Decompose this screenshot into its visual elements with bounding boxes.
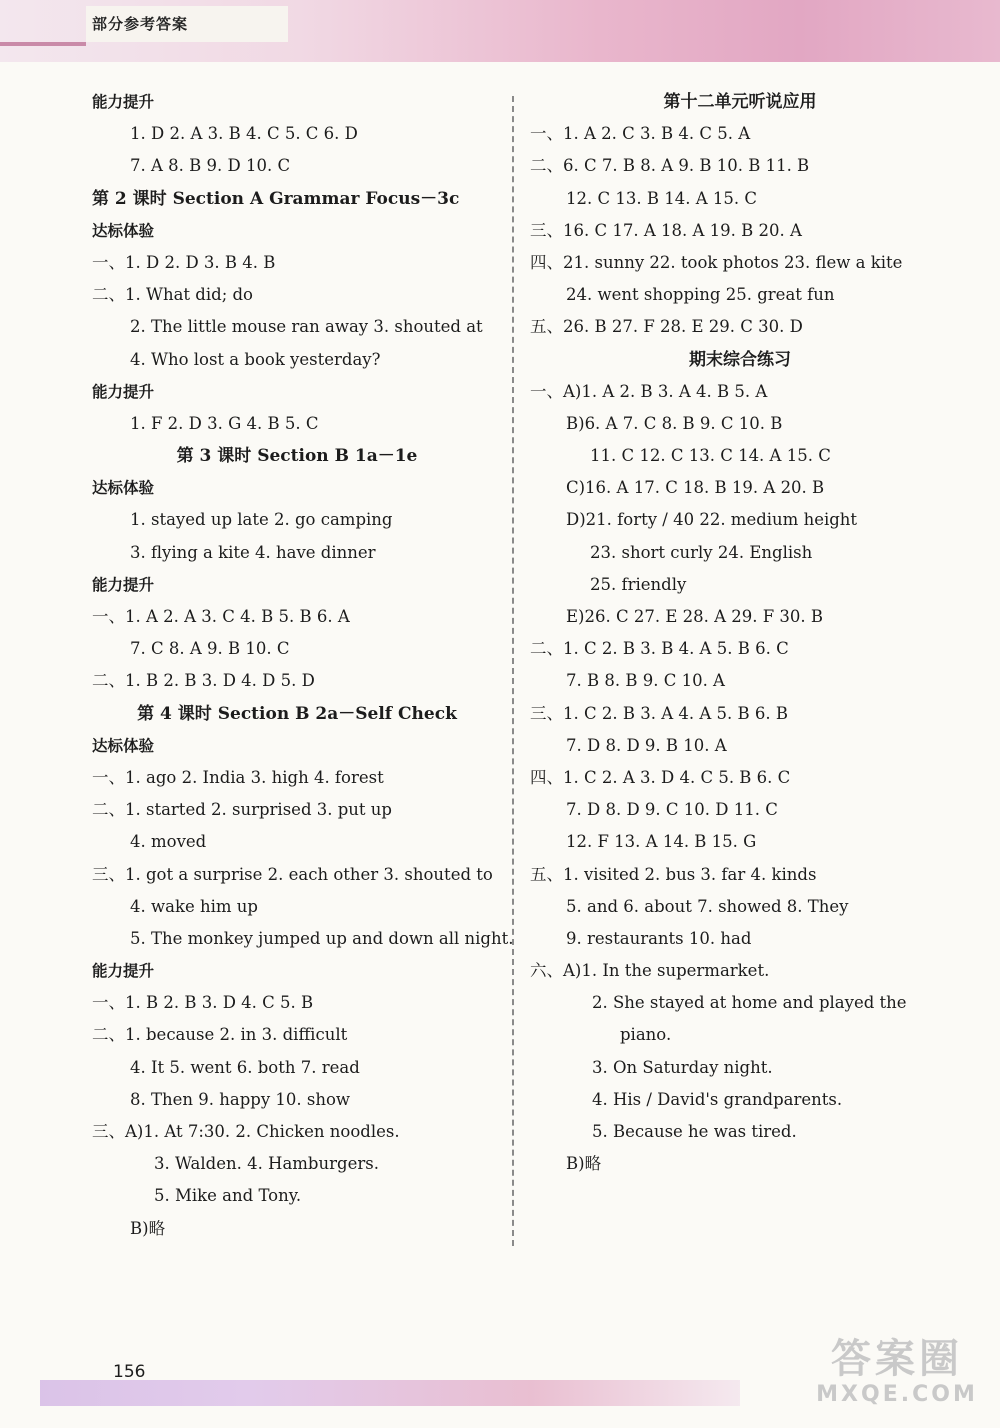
answer-line: 7. A 8. B 9. D 10. C <box>130 156 291 176</box>
answer-line: piano. <box>620 1025 672 1045</box>
answer-line: 三、1. got a surprise 2. each other 3. shouted to <box>92 864 493 884</box>
answer-line: 二、1. B 2. B 3. D 4. D 5. D <box>92 671 315 691</box>
answer-line: 4. His / David's grandparents. <box>592 1089 843 1109</box>
section-heading: 第十二单元听说应用 <box>663 92 817 112</box>
answer-line: 5. The monkey jumped up and down all night. <box>130 928 514 948</box>
answer-line: 8. Then 9. happy 10. show <box>130 1089 351 1109</box>
section-heading: 第 3 课时 Section B 1a－1e <box>176 446 418 467</box>
section-label: 达标体验 <box>92 221 155 240</box>
answer-line: 1. D 2. A 3. B 4. C 5. C 6. D <box>130 124 358 144</box>
header-title: 部分参考答案 <box>86 6 288 42</box>
section-heading: 第 2 课时 Section A Grammar Focus－3c <box>92 188 460 209</box>
answer-line: 4. moved <box>130 832 207 852</box>
section-label: 能力提升 <box>92 93 155 111</box>
answer-line: 11. C 12. C 13. C 14. A 15. C <box>590 446 831 466</box>
answer-line: 24. went shopping 25. great fun <box>566 285 835 305</box>
footer-band <box>40 1380 740 1406</box>
answer-line: 4. It 5. went 6. both 7. read <box>130 1057 360 1077</box>
answer-line: 1. stayed up late 2. go camping <box>130 510 393 530</box>
answer-line: C)16. A 17. C 18. B 19. A 20. B <box>566 478 825 498</box>
answer-line: 二、1. because 2. in 3. difficult <box>92 1025 348 1045</box>
section-label: 达标体验 <box>92 736 155 755</box>
answer-line: 3. Walden. 4. Hamburgers. <box>154 1154 379 1174</box>
answer-line: 2. The little mouse ran away 3. shouted at <box>130 317 483 337</box>
answer-line: 一、1. A 2. A 3. C 4. B 5. B 6. A <box>92 607 350 626</box>
answer-line: 25. friendly <box>590 574 687 594</box>
answer-line: 四、21. sunny 22. took photos 23. flew a kite <box>530 252 903 272</box>
answer-line: 二、6. C 7. B 8. A 9. B 10. B 11. B <box>530 156 810 176</box>
section-label: 达标体验 <box>92 479 155 498</box>
right-answer-column <box>530 86 950 1180</box>
page-number: 156 <box>113 1362 146 1382</box>
answer-line: 2. She stayed at home and played the <box>592 993 907 1013</box>
answer-line: 7. B 8. B 9. C 10. A <box>566 671 725 691</box>
answer-line: 9. restaurants 10. had <box>566 928 752 948</box>
answer-line: 二、1. C 2. B 3. B 4. A 5. B 6. C <box>530 639 789 659</box>
answer-line: 五、1. visited 2. bus 3. far 4. kinds <box>530 864 817 884</box>
section-heading: 第 4 课时 Section B 2a－Self Check <box>137 703 457 724</box>
answer-line: 三、A)1. At 7:30. 2. Chicken noodles. <box>92 1122 400 1141</box>
answer-line: B)6. A 7. C 8. B 9. C 10. B <box>566 413 783 433</box>
answer-line: 7. C 8. A 9. B 10. C <box>130 639 290 659</box>
answer-line: 三、1. C 2. B 3. A 4. A 5. B 6. B <box>530 703 788 723</box>
answer-line: 六、A)1. In the supermarket. <box>530 961 770 981</box>
answer-line: 5. Because he was tired. <box>592 1122 797 1141</box>
watermark-logo <box>812 1336 982 1420</box>
header-rule <box>0 42 86 46</box>
section-label: 能力提升 <box>92 575 155 594</box>
section-heading: 期末综合练习 <box>689 349 791 370</box>
left-answer-column <box>92 86 514 1245</box>
answer-line: 二、1. started 2. surprised 3. put up <box>92 800 392 820</box>
answer-line: 五、26. B 27. F 28. E 29. C 30. D <box>530 317 803 337</box>
answer-line: E)26. C 27. E 28. A 29. F 30. B <box>566 607 824 626</box>
answer-line: B)略 <box>566 1154 602 1174</box>
answer-line: 一、1. ago 2. India 3. high 4. forest <box>92 767 384 787</box>
answer-line: 4. wake him up <box>130 896 258 916</box>
answer-line: 一、A)1. A 2. B 3. A 4. B 5. A <box>530 381 768 401</box>
answer-line: 5. Mike and Tony. <box>154 1186 302 1206</box>
answer-line: 7. D 8. D 9. C 10. D 11. C <box>566 800 778 820</box>
answer-line: 一、1. B 2. B 3. D 4. C 5. B <box>92 993 314 1013</box>
answer-line: 7. D 8. D 9. B 10. A <box>566 735 727 755</box>
answer-line: 12. F 13. A 14. B 15. G <box>566 832 757 852</box>
answer-line: 三、16. C 17. A 18. A 19. B 20. A <box>530 220 802 240</box>
section-label: 能力提升 <box>92 962 155 981</box>
watermark-logo-text: 答案圈 <box>831 1336 963 1382</box>
answer-line: 4. Who lost a book yesterday? <box>130 349 381 369</box>
answer-line: 12. C 13. B 14. A 15. C <box>566 188 757 208</box>
section-label: 能力提升 <box>92 382 155 401</box>
answer-line: 一、1. D 2. D 3. B 4. B <box>92 252 276 272</box>
answer-line: 四、1. C 2. A 3. D 4. C 5. B 6. C <box>530 767 791 787</box>
answer-line: 二、1. What did; do <box>92 285 253 305</box>
column-divider <box>512 96 514 1246</box>
answer-line: 一、1. A 2. C 3. B 4. C 5. A <box>530 124 751 144</box>
answer-line: 23. short curly 24. English <box>590 542 813 562</box>
answer-line: D)21. forty / 40 22. medium height <box>566 510 858 530</box>
answer-line: 3. On Saturday night. <box>592 1057 773 1077</box>
answer-line: 1. F 2. D 3. G 4. B 5. C <box>130 413 319 433</box>
answer-line: 3. flying a kite 4. have dinner <box>130 542 376 562</box>
answer-line: B)略 <box>130 1218 166 1238</box>
answer-line: 5. and 6. about 7. showed 8. They <box>566 896 849 916</box>
watermark-site: MXQE.COM <box>816 1382 978 1407</box>
